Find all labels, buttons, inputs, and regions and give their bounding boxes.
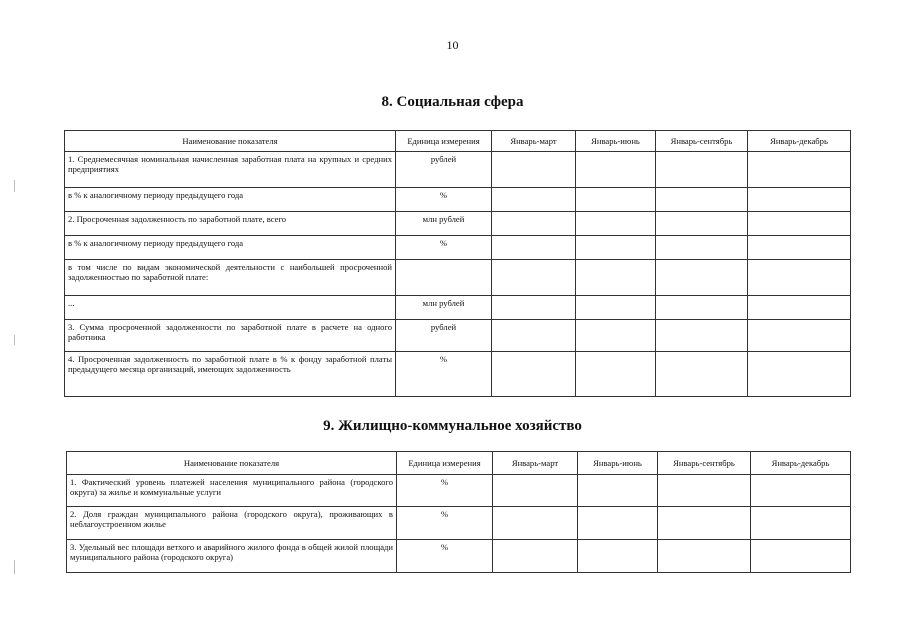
table-row bbox=[65, 296, 851, 320]
table-row bbox=[67, 540, 851, 573]
row-name: в % к аналогичному периоду предыдущего года bbox=[65, 236, 396, 260]
table-row bbox=[65, 352, 851, 397]
table-row bbox=[65, 320, 851, 352]
table-row bbox=[65, 236, 851, 260]
row-unit bbox=[396, 260, 492, 296]
header-jan-sep: Январь-сентябрь bbox=[656, 131, 748, 152]
row-name: в том числе по видам экономической деятельности с наибольшей просроченной задолженностью по заработной плате: bbox=[65, 260, 396, 296]
row-unit: рублей bbox=[396, 320, 492, 352]
section-title-housing: 9. Жилищно-коммунальное хозяйство bbox=[323, 418, 582, 434]
header-jan-dec: Январь-декабрь bbox=[748, 131, 851, 152]
row-unit: % bbox=[396, 352, 492, 397]
row-unit: % bbox=[397, 475, 493, 507]
row-name: 2. Просроченная задолженность по заработной плате, всего bbox=[65, 212, 396, 236]
scan-margin-mark bbox=[14, 180, 15, 192]
scan-margin-mark bbox=[14, 335, 15, 345]
section-title-social: 8. Социальная сфера bbox=[381, 94, 524, 110]
row-name: 3. Сумма просроченной задолженности по заработной плате в расчете на одного работника bbox=[65, 320, 396, 352]
row-name: 1. Фактический уровень платежей населения муниципального района (городского округа) за жилье и коммунальные услуги bbox=[67, 475, 397, 507]
social-table bbox=[64, 130, 851, 397]
table-row bbox=[67, 507, 851, 540]
header-jan-mar: Январь-март bbox=[492, 131, 576, 152]
header-jan-jun: Январь-июнь bbox=[576, 131, 656, 152]
row-name: 3. Удельный вес площади ветхого и аварийного жилого фонда в общей жилой площади муниципального района (городского округа) bbox=[67, 540, 397, 573]
row-name: 1. Среднемесячная номинальная начисленная заработная плата на крупных и средних предприятиях bbox=[65, 152, 396, 188]
housing-table bbox=[66, 451, 851, 573]
table-header-row bbox=[67, 452, 851, 475]
row-name: ... bbox=[65, 296, 396, 320]
scan-margin-mark bbox=[14, 560, 15, 574]
row-name: 4. Просроченная задолженность по заработной плате в % к фонду заработной платы предыдущего месяца организаций, имеющих задолженность bbox=[65, 352, 396, 397]
row-unit: % bbox=[397, 507, 493, 540]
row-unit: млн рублей bbox=[396, 212, 492, 236]
table-row bbox=[67, 475, 851, 507]
page-number: 10 bbox=[446, 38, 459, 52]
row-unit: млн рублей bbox=[396, 296, 492, 320]
table-header-row bbox=[65, 131, 851, 152]
header-jan-mar: Январь-март bbox=[493, 452, 578, 475]
table-row bbox=[65, 188, 851, 212]
header-indicator: Наименование показателя bbox=[65, 131, 396, 152]
row-name: 2. Доля граждан муниципального района (городского округа), проживающих в неблагоустроенном жилье bbox=[67, 507, 397, 540]
header-unit: Единица измерения bbox=[397, 452, 493, 475]
table-row bbox=[65, 260, 851, 296]
table-row bbox=[65, 212, 851, 236]
header-jan-jun: Январь-июнь bbox=[578, 452, 658, 475]
table-row bbox=[65, 152, 851, 188]
header-indicator: Наименование показателя bbox=[67, 452, 397, 475]
row-unit: рублей bbox=[396, 152, 492, 188]
row-unit: % bbox=[397, 540, 493, 573]
row-unit: % bbox=[396, 188, 492, 212]
row-name: в % к аналогичному периоду предыдущего года bbox=[65, 188, 396, 212]
row-unit: % bbox=[396, 236, 492, 260]
header-unit: Единица измерения bbox=[396, 131, 492, 152]
header-jan-sep: Январь-сентябрь bbox=[658, 452, 751, 475]
header-jan-dec: Январь-декабрь bbox=[751, 452, 851, 475]
